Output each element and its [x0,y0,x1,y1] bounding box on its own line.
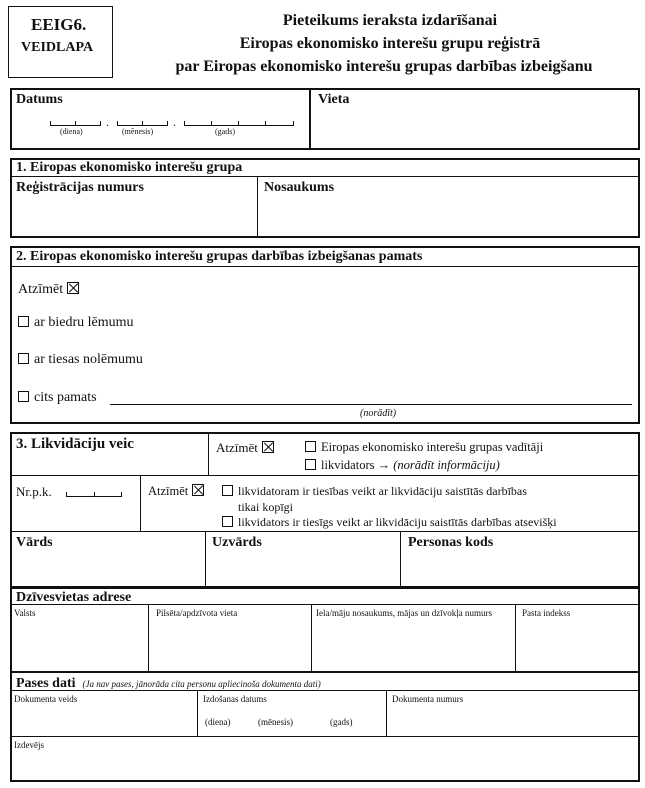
section-3-mark-label-2: Atzīmēt [148,484,204,499]
date-field[interactable]: . . (diena) (mēnesis) (gads) [50,115,300,145]
option-other-basis[interactable]: cits pamats [18,390,97,406]
option-member-decision[interactable]: ar biedru lēmumu [18,315,134,331]
personal-code-label: Personas kods [408,535,494,550]
specify-hint: (norādīt) [360,408,397,419]
document-type-label: Dokumenta veids [14,694,78,704]
postal-field[interactable] [519,630,636,668]
document-number-field[interactable] [390,706,636,734]
registration-number-label: Reģistrācijas numurs [16,180,144,195]
postal-label: Pasta indekss [522,608,571,618]
joint-rights-continuation: tikai kopīgi [238,500,293,514]
issue-day-hint: (diena) [205,717,231,727]
document-type-field[interactable] [14,706,194,734]
checked-box-icon [262,441,274,453]
option-court-decision[interactable]: ar tiesas nolēmumu [18,352,143,368]
document-number-label: Dokumenta numurs [392,694,464,704]
form-title-line1: Pieteikums ieraksta izdarīšanai [282,12,498,29]
country-label: Valsts [14,608,36,618]
option-liquidator[interactable]: likvidators → (norādīt informāciju) [305,458,500,473]
section-2-title: 2. Eiropas ekonomisko interešu grupas darbības izbeigšanas pamats [16,249,423,264]
passport-title: Pases dati [16,676,76,691]
section-2-box [10,246,640,424]
date-label: Datums [16,92,63,107]
checkbox-icon[interactable] [18,391,29,402]
place-label: Vieta [318,92,350,107]
checkbox-icon[interactable] [222,485,233,496]
passport-title-row [16,674,321,692]
issue-date-label: Izdošanas datums [203,694,267,704]
option-joint-rights[interactable]: likvidatoram ir tiesības veikt ar likvidāciju saistītās darbības [222,484,527,499]
street-label: Iela/māju nosaukums, mājas un dzīvokļa numurs [316,608,492,618]
nrpk-field[interactable] [66,484,122,498]
checkbox-icon[interactable] [305,459,316,470]
first-name-field[interactable] [14,552,202,585]
section-1-title: 1. Eiropas ekonomisko interešu grupa [16,160,243,175]
issued-by-field[interactable] [14,752,636,778]
address-title: Dzīvesvietas adrese [16,590,132,605]
first-name-label: Vārds [16,535,53,550]
issue-month-hint: (mēnesis) [258,717,293,727]
form-code: EEIG6. [31,15,87,34]
checkbox-icon[interactable] [18,353,29,364]
nrpk-label: Nr.p.k. [16,484,52,499]
checkbox-icon[interactable] [222,516,233,527]
place-field[interactable] [318,110,634,146]
form-code-label: VEIDLAPA [21,40,94,55]
last-name-label: Uzvārds [212,535,262,550]
form-code-box [8,6,113,78]
passport-note: (Ja nav pases, jānorāda cita personu apliecinoša dokumenta dati) [82,679,321,689]
section-3-mark-label: Atzīmēt [216,440,274,456]
form-title-line3: par Eiropas ekonomisko interešu grupas darbības izbeigšanu [175,58,593,75]
checked-box-icon [67,282,79,294]
city-label: Pilsēta/apdzīvota vieta [156,608,238,618]
street-field[interactable] [315,634,511,668]
section-3-title: 3. Likvidāciju veic [16,436,134,452]
form-title-line2: Eiropas ekonomisko interešu grupu reģistrā [239,35,541,52]
registration-number-field[interactable] [14,198,252,234]
group-name-field[interactable] [262,198,636,234]
last-name-field[interactable] [210,552,396,585]
checkbox-icon[interactable] [18,316,29,327]
other-basis-field[interactable] [110,404,632,405]
option-managers[interactable]: Eiropas ekonomisko interešu grupas vadītāji [305,440,543,455]
city-field[interactable] [152,630,307,668]
issue-year-hint: (gads) [330,717,353,727]
country-field[interactable] [14,630,144,668]
checkbox-icon[interactable] [305,441,316,452]
personal-code-field[interactable] [404,552,636,585]
option-separate-rights[interactable]: likvidators ir tiesīgs veikt ar likvidāciju saistītās darbības atsevišķi [222,515,557,530]
group-name-label: Nosaukums [264,180,335,195]
section-2-mark-label: Atzīmēt [18,282,79,298]
checked-box-icon [192,484,204,496]
issued-by-label: Izdevējs [14,740,44,750]
